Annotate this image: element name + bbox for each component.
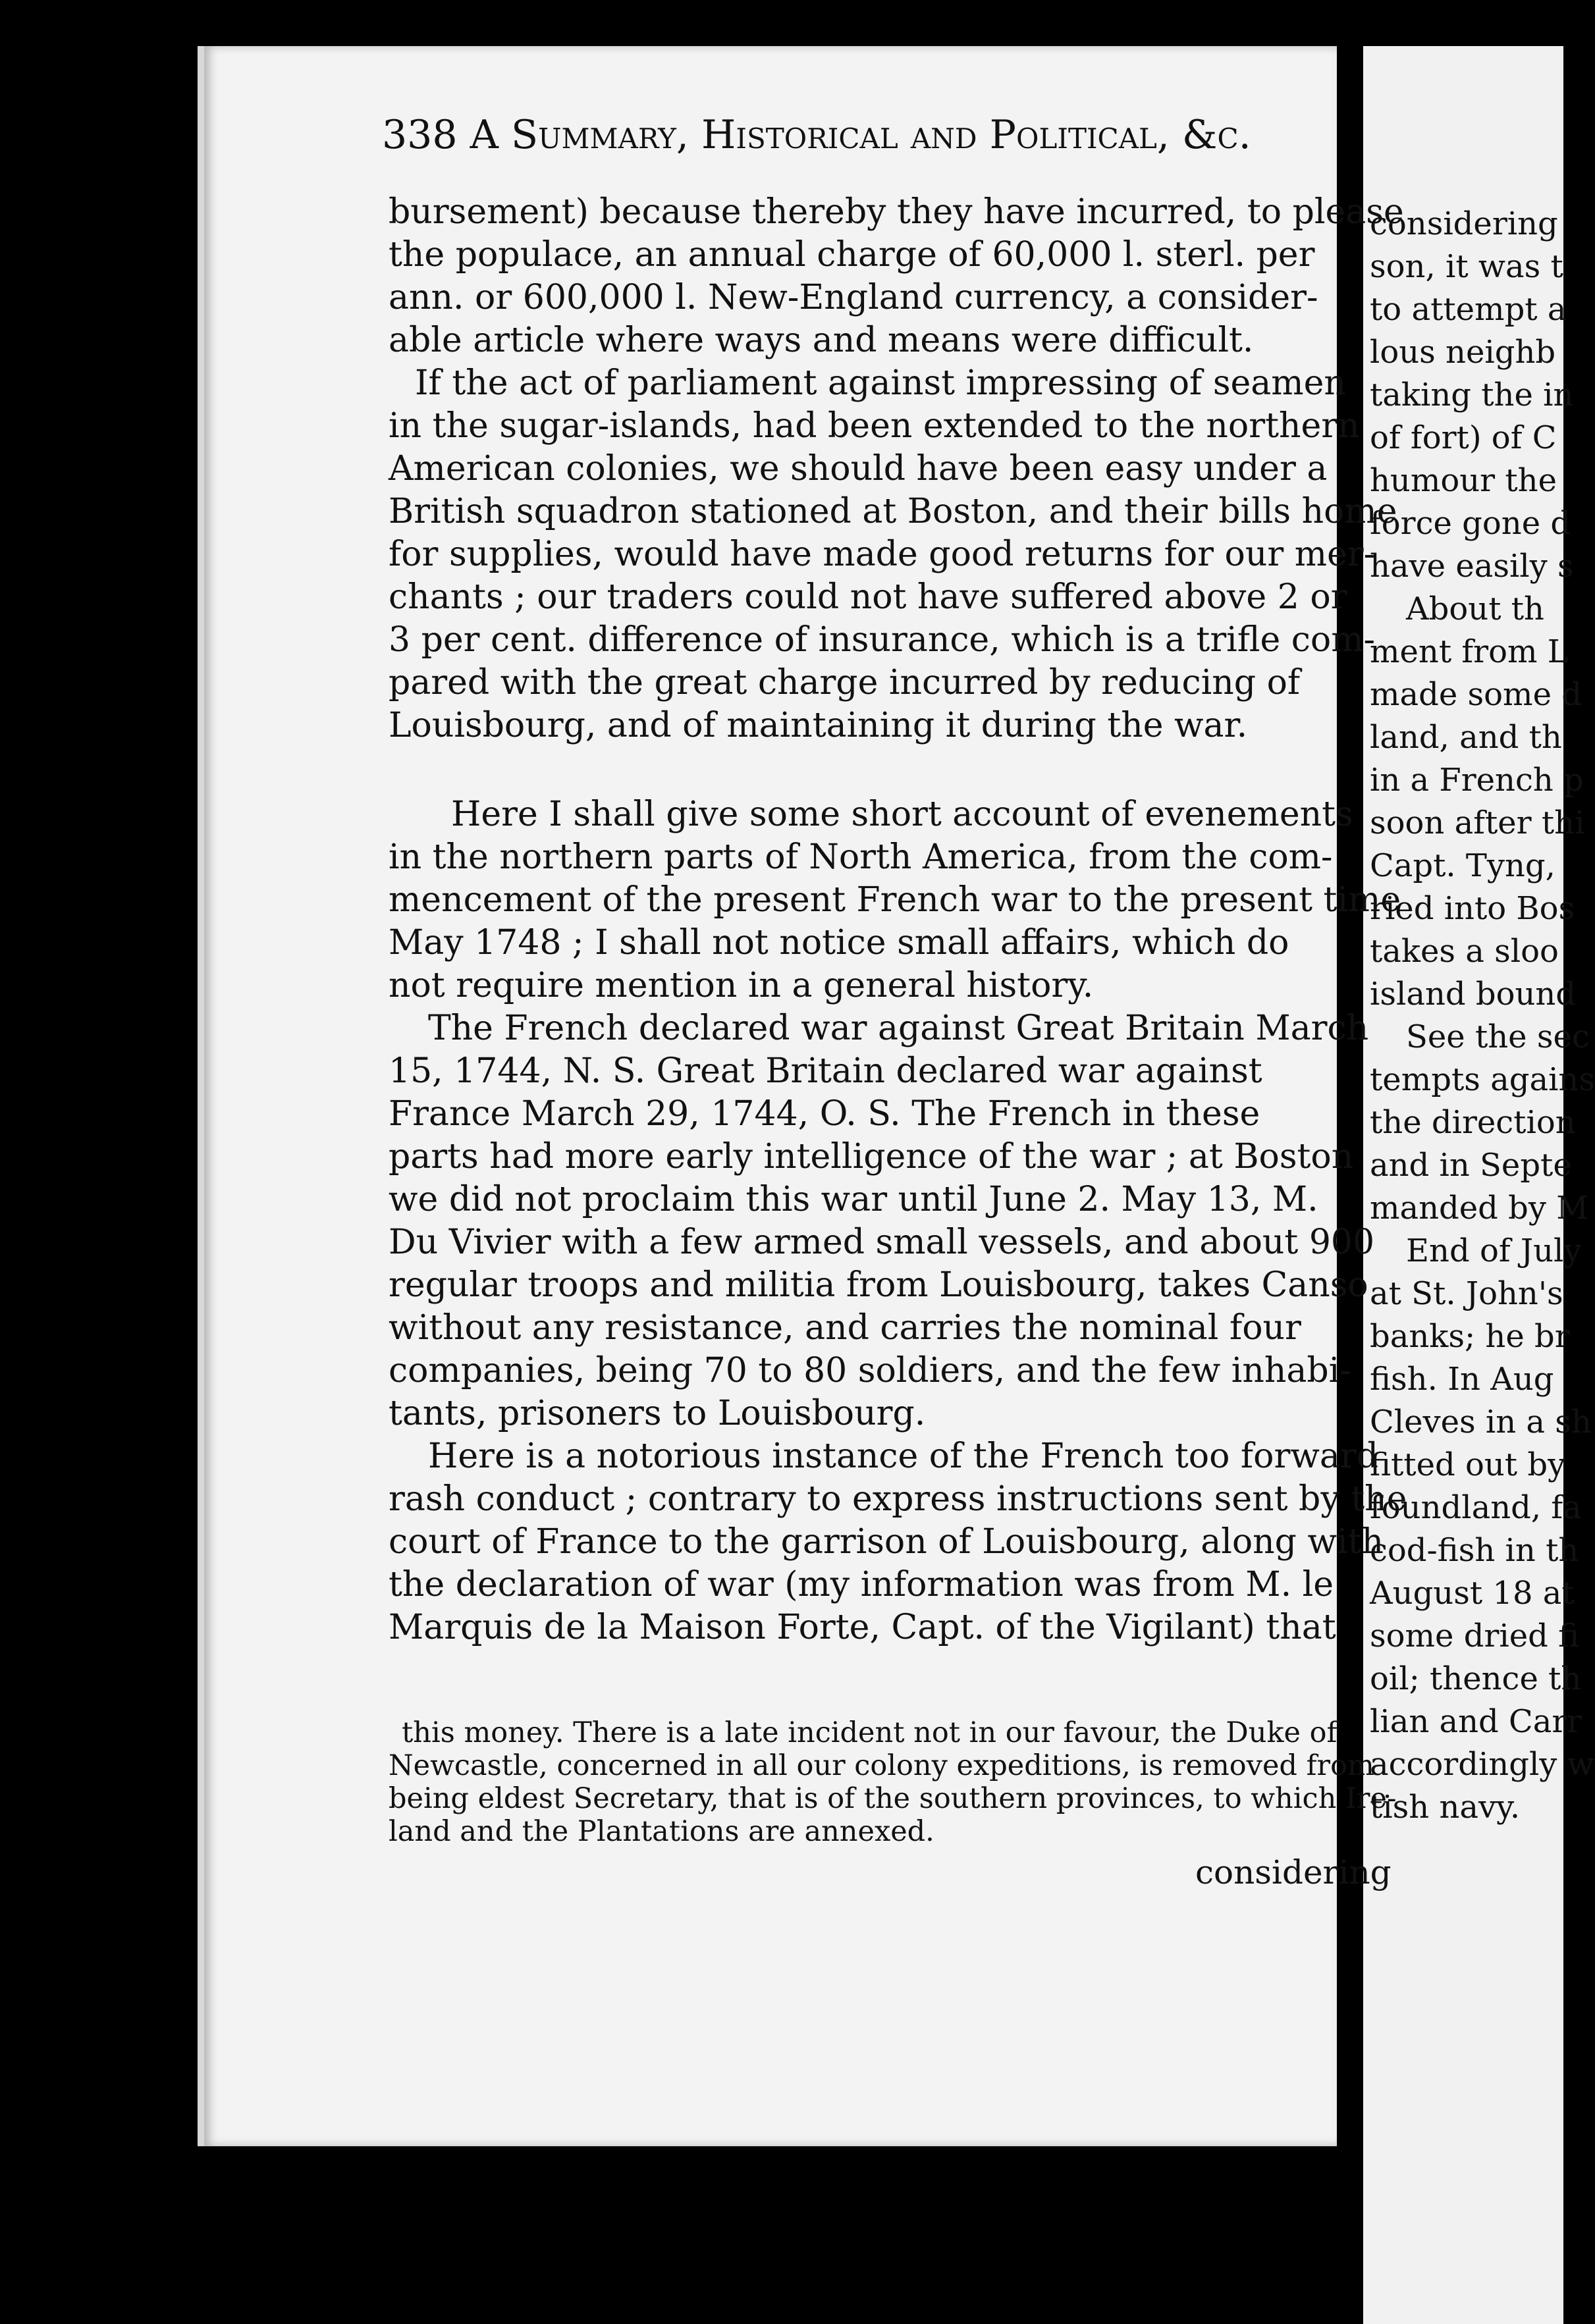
text-line: court of France to the garrison of Louisbourg, along with xyxy=(389,1522,1384,1562)
fragment-line: Cleves in a sh xyxy=(1370,1404,1592,1440)
fragment-line: humour the xyxy=(1370,462,1557,499)
fragment-line: force gone d xyxy=(1370,505,1571,542)
fragment-line: oil; thence th xyxy=(1370,1660,1582,1697)
text-line: If the act of parliament against impressing of seamen xyxy=(415,363,1346,403)
fragment-line: tish navy. xyxy=(1370,1789,1521,1826)
fragment-line: lous neighb xyxy=(1370,334,1556,371)
fragment-line: End of July xyxy=(1406,1232,1582,1269)
text-line: bursement) because thereby they have incurred, to please xyxy=(389,192,1404,232)
text-line: pared with the great charge incurred by reducing of xyxy=(389,663,1301,702)
text-line: we did not proclaim this war until June 2. May 13, M. xyxy=(389,1180,1318,1219)
fragment-line: banks; he br xyxy=(1370,1318,1570,1355)
text-line: for supplies, would have made good returns for our mer- xyxy=(389,535,1376,574)
text-line: May 1748 ; I shall not notice small affairs, which do xyxy=(389,923,1289,963)
text-line: ann. or 600,000 l. New-England currency, a consider- xyxy=(389,278,1318,317)
fragment-line: at St. John's xyxy=(1370,1275,1563,1312)
fragment-line: of fort) of C xyxy=(1370,419,1557,456)
fragment-line: manded by M xyxy=(1370,1190,1589,1227)
fragment-line: lian and Carr xyxy=(1370,1703,1582,1740)
page-header xyxy=(382,112,1330,158)
text-line: regular troops and militia from Louisbourg, takes Canso xyxy=(389,1265,1368,1305)
fragment-line: fitted out by xyxy=(1370,1446,1566,1483)
fragment-line: accordingly w xyxy=(1370,1746,1594,1783)
fragment-line: ried into Bos xyxy=(1370,890,1575,927)
fragment-line: in a French p xyxy=(1370,762,1584,799)
fragment-line: takes a sloo xyxy=(1370,933,1559,970)
fragment-line: and in Septe xyxy=(1370,1147,1572,1184)
text-line: mencement of the present French war to the present time xyxy=(389,880,1401,920)
text-line: not require mention in a general history. xyxy=(389,966,1094,1005)
fragment-line: land, and th xyxy=(1370,719,1562,756)
text-line: Louisbourg, and of maintaining it during the war. xyxy=(389,706,1248,745)
fragment-line: cod-fish in th xyxy=(1370,1532,1579,1569)
text-line: parts had more early intelligence of the war ; at Boston xyxy=(389,1137,1354,1176)
fragment-line: tempts agains xyxy=(1370,1061,1595,1098)
running-head: A Summary, Historical and Political, &c. xyxy=(470,112,1251,158)
text-line: the declaration of war (my information was from M. le xyxy=(389,1565,1334,1604)
text-line: tants, prisoners to Louisbourg. xyxy=(389,1394,926,1433)
fragment-line: August 18 at xyxy=(1370,1575,1575,1612)
text-line: Du Vivier with a few armed small vessels, and about 900 xyxy=(389,1223,1375,1262)
text-line: chants ; our traders could not have suffered above 2 or xyxy=(389,577,1347,617)
text-line: 3 per cent. difference of insurance, which is a trifle com- xyxy=(389,620,1376,660)
fragment-line: made some d xyxy=(1370,676,1582,713)
fragment-line: taking the in xyxy=(1370,377,1574,413)
fragment-line: soon after thi xyxy=(1370,805,1585,841)
text-line: able article where ways and means were difficult. xyxy=(389,321,1254,360)
text-line: rash conduct ; contrary to express instructions sent by the xyxy=(389,1479,1407,1519)
text-line: American colonies, we should have been easy under a xyxy=(389,449,1328,489)
text-line: France March 29, 1744, O. S. The French in these xyxy=(389,1094,1260,1134)
text-line: British squadron stationed at Boston, and their bills home xyxy=(389,492,1397,531)
text-line: Here I shall give some short account of evenements xyxy=(451,795,1353,834)
text-line: without any resistance, and carries the nominal four xyxy=(389,1308,1301,1348)
fragment-line: foundland, fa xyxy=(1370,1489,1582,1526)
fragment-line: See the sec xyxy=(1406,1018,1590,1055)
fragment-line: fish. In Aug xyxy=(1370,1361,1554,1398)
text-line: companies, being 70 to 80 soldiers, and the few inhabi- xyxy=(389,1351,1351,1390)
fragment-line: to attempt a xyxy=(1370,291,1567,328)
text-line: in the sugar-islands, had been extended to the northern xyxy=(389,406,1360,446)
footnote-line: this money. There is a late incident not in our favour, the Duke of xyxy=(402,1716,1338,1749)
text-line: 15, 1744, N. S. Great Britain declared war against xyxy=(389,1051,1262,1091)
fragment-line: son, it was t xyxy=(1370,248,1563,285)
text-line: The French declared war against Great Britain March xyxy=(428,1009,1369,1048)
text-line: Here is a notorious instance of the French too forward xyxy=(428,1437,1378,1476)
fragment-line: About th xyxy=(1406,591,1544,627)
text-line: Marquis de la Maison Forte, Capt. of the Vigilant) that xyxy=(389,1608,1336,1647)
fragment-line: ment from L xyxy=(1370,633,1569,670)
fragment-line: island bound xyxy=(1370,976,1577,1013)
footnote-line: being eldest Secretary, that is of the southern provinces, to which Ire- xyxy=(389,1782,1397,1815)
text-line: the populace, an annual charge of 60,000 l. sterl. per xyxy=(389,235,1315,275)
catchword: considering xyxy=(1195,1853,1392,1891)
text-line: in the northern parts of North America, from the com- xyxy=(389,837,1333,877)
fragment-line: some dried fi xyxy=(1370,1618,1580,1654)
fragment-line: have easily s xyxy=(1370,548,1574,585)
fragment-line: Capt. Tyng, xyxy=(1370,847,1555,884)
fragment-line: considering xyxy=(1370,205,1558,242)
footnote-line: Newcastle, concerned in all our colony expeditions, is removed from xyxy=(389,1749,1374,1782)
page-number: 338 xyxy=(382,112,458,158)
footnote-line: land and the Plantations are annexed. xyxy=(389,1815,934,1848)
fragment-line: the direction xyxy=(1370,1104,1576,1141)
